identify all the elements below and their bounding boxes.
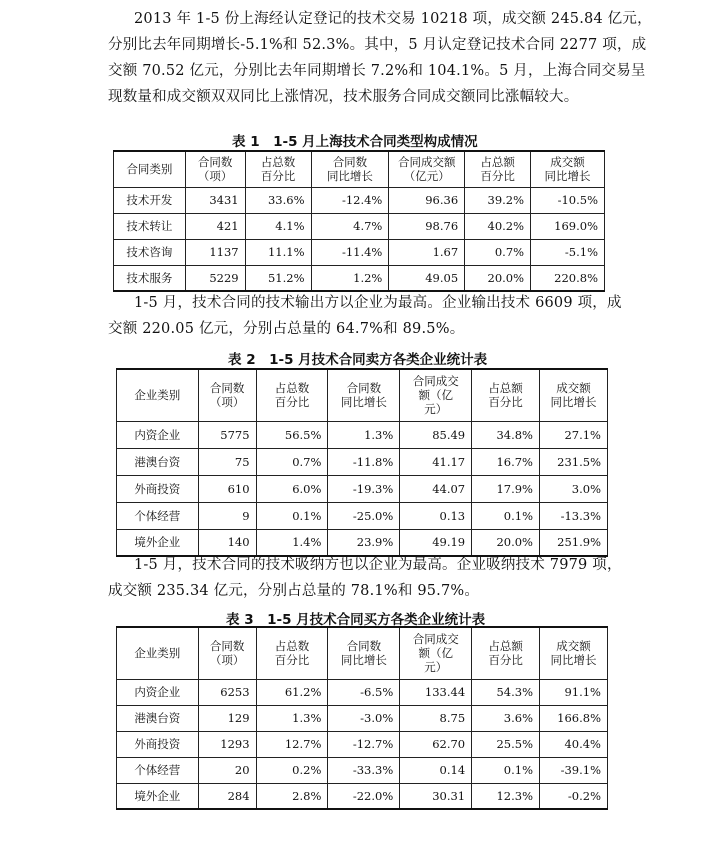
category-cell: 内资企业 [117,421,199,448]
value-cell: 4.7% [311,213,389,239]
value-cell: 49.19 [400,529,472,556]
table-1-header-row [114,151,605,187]
table-2-row [117,448,608,475]
value-cell: -11.8% [328,448,400,475]
value-cell: -6.5% [328,679,400,705]
value-cell: 54.3% [472,679,540,705]
value-cell: 39.2% [465,187,531,213]
value-cell: 0.2% [256,757,328,783]
table-3-header: 合同数 同比增长 [328,627,400,679]
category-cell: 外商投资 [117,731,199,757]
table-1-row [114,187,605,213]
value-cell: 8.75 [400,705,472,731]
value-cell: 129 [198,705,256,731]
table-1-header: 合同数 （项） [185,151,245,187]
table-3-row [117,783,608,809]
paragraph-2 [108,290,622,342]
table-1-header: 合同类别 [114,151,186,187]
value-cell: 421 [185,213,245,239]
table-3-header: 合同数 （项） [198,627,256,679]
value-cell: -11.4% [311,239,389,265]
paragraph-1 [108,6,652,110]
value-cell: 2.8% [256,783,328,809]
table-1-row [114,265,605,291]
value-cell: 251.9% [540,529,608,556]
value-cell: 25.5% [472,731,540,757]
value-cell: -5.1% [531,239,605,265]
value-cell: 17.9% [472,475,540,502]
value-cell: -0.2% [540,783,608,809]
paragraph-1-line: 分别比去年同期增长-5.1%和 52.3%。其中，5 月认定登记技术合同 2277 项，成 [108,37,647,53]
value-cell: 1.3% [256,705,328,731]
value-cell: 91.1% [540,679,608,705]
paragraph-1-line: 2013 年 1-5 份上海经认定登记的技术交易 10218 项，成交额 245.84 亿元， [134,11,652,27]
value-cell: 33.6% [245,187,311,213]
table-2-row [117,502,608,529]
table-2-header: 占总数 百分比 [256,369,328,421]
value-cell: 20.0% [465,265,531,291]
table-3-row [117,731,608,757]
value-cell: 41.17 [400,448,472,475]
value-cell: 3.6% [472,705,540,731]
table-3-header: 合同成交 额（亿 元） [400,627,472,679]
table-2-header: 成交额 同比增长 [540,369,608,421]
value-cell: 62.70 [400,731,472,757]
value-cell: 3431 [185,187,245,213]
value-cell: -19.3% [328,475,400,502]
value-cell: 6253 [198,679,256,705]
category-cell: 境外企业 [117,529,199,556]
value-cell: 169.0% [531,213,605,239]
value-cell: 0.7% [256,448,328,475]
table-2-header: 合同数 同比增长 [328,369,400,421]
table-3-header: 占总数 百分比 [256,627,328,679]
value-cell: 96.36 [389,187,465,213]
paragraph-1-line: 交额 70.52 亿元，分别比去年同期增长 7.2%和 104.1%。5 月，上海合同交易呈 [108,63,646,79]
table-2-row [117,421,608,448]
value-cell: 220.8% [531,265,605,291]
table-3-caption: 表 3 1-5 月技术合同买方各类企业统计表 [226,612,486,628]
category-cell: 技术服务 [114,265,186,291]
paragraph-1-line: 现数量和成交额双双同比上涨情况，技术服务合同成交额同比涨幅较大。 [108,89,579,105]
value-cell: 44.07 [400,475,472,502]
value-cell: 231.5% [540,448,608,475]
category-cell: 技术转让 [114,213,186,239]
table-2-header: 合同成交 额（亿 元） [400,369,472,421]
value-cell: 0.14 [400,757,472,783]
paragraph-3-line: 成交额 235.34 亿元，分别占总量的 78.1%和 95.7%。 [108,583,480,599]
value-cell: 610 [198,475,256,502]
value-cell: -13.3% [540,502,608,529]
paragraph-3 [108,552,622,604]
value-cell: 75 [198,448,256,475]
table-3-header: 占总额 百分比 [472,627,540,679]
table-2-row [117,475,608,502]
value-cell: 12.3% [472,783,540,809]
table-3-row [117,679,608,705]
value-cell: 1293 [198,731,256,757]
value-cell: 1.4% [256,529,328,556]
value-cell: 61.2% [256,679,328,705]
value-cell: 51.2% [245,265,311,291]
value-cell: -3.0% [328,705,400,731]
paragraph-2-line: 交额 220.05 亿元，分别占总量的 64.7%和 89.5%。 [108,321,465,337]
table-2-header: 占总额 百分比 [472,369,540,421]
value-cell: 20.0% [472,529,540,556]
category-cell: 个体经营 [117,502,199,529]
category-cell: 内资企业 [117,679,199,705]
table-2-header: 合同数 （项） [198,369,256,421]
table-3-header-row [117,627,608,679]
table-2-header: 企业类别 [117,369,199,421]
value-cell: -39.1% [540,757,608,783]
value-cell: 1.67 [389,239,465,265]
value-cell: 16.7% [472,448,540,475]
value-cell: 0.13 [400,502,472,529]
value-cell: 9 [198,502,256,529]
category-cell: 个体经营 [117,757,199,783]
value-cell: 20 [198,757,256,783]
value-cell: 0.7% [465,239,531,265]
value-cell: 166.8% [540,705,608,731]
table-1-header: 成交额 同比增长 [531,151,605,187]
category-cell: 技术咨询 [114,239,186,265]
value-cell: 27.1% [540,421,608,448]
value-cell: -10.5% [531,187,605,213]
value-cell: 40.4% [540,731,608,757]
value-cell: 56.5% [256,421,328,448]
table-1-row [114,239,605,265]
table-1-row [114,213,605,239]
value-cell: 30.31 [400,783,472,809]
table-1-header: 合同成交额 （亿元） [389,151,465,187]
value-cell: 85.49 [400,421,472,448]
table-3-header: 企业类别 [117,627,199,679]
table-1-header: 占总额 百分比 [465,151,531,187]
paragraph-2-line: 1-5 月，技术合同的技术输出方以企业为最高。企业输出技术 6609 项，成 [134,295,622,311]
value-cell: 12.7% [256,731,328,757]
table-3-row [117,705,608,731]
table-3 [116,626,608,810]
table-3-header: 成交额 同比增长 [540,627,608,679]
table-3-row [117,757,608,783]
value-cell: 5229 [185,265,245,291]
table-1-caption: 表 1 1-5 月上海技术合同类型构成情况 [232,134,478,150]
value-cell: 5775 [198,421,256,448]
table-2 [116,368,608,557]
value-cell: 0.1% [472,502,540,529]
category-cell: 境外企业 [117,783,199,809]
value-cell: -25.0% [328,502,400,529]
table-1-header: 占总数 百分比 [245,151,311,187]
value-cell: 1.2% [311,265,389,291]
value-cell: -33.3% [328,757,400,783]
value-cell: 0.1% [256,502,328,529]
value-cell: 34.8% [472,421,540,448]
value-cell: 1.3% [328,421,400,448]
value-cell: 6.0% [256,475,328,502]
value-cell: 23.9% [328,529,400,556]
table-2-header-row [117,369,608,421]
paragraph-3-line: 1-5 月，技术合同的技术吸纳方也以企业为最高。企业吸纳技术 7979 项， [134,557,622,573]
value-cell: -12.4% [311,187,389,213]
value-cell: 140 [198,529,256,556]
category-cell: 技术开发 [114,187,186,213]
value-cell: 3.0% [540,475,608,502]
value-cell: 49.05 [389,265,465,291]
value-cell: 98.76 [389,213,465,239]
value-cell: 133.44 [400,679,472,705]
value-cell: 0.1% [472,757,540,783]
value-cell: 284 [198,783,256,809]
value-cell: 1137 [185,239,245,265]
value-cell: 11.1% [245,239,311,265]
table-2-caption: 表 2 1-5 月技术合同卖方各类企业统计表 [228,352,488,368]
category-cell: 港澳台资 [117,448,199,475]
table-1-header: 合同数 同比增长 [311,151,389,187]
value-cell: 4.1% [245,213,311,239]
value-cell: 40.2% [465,213,531,239]
value-cell: -22.0% [328,783,400,809]
table-1 [113,150,605,292]
category-cell: 港澳台资 [117,705,199,731]
category-cell: 外商投资 [117,475,199,502]
value-cell: -12.7% [328,731,400,757]
